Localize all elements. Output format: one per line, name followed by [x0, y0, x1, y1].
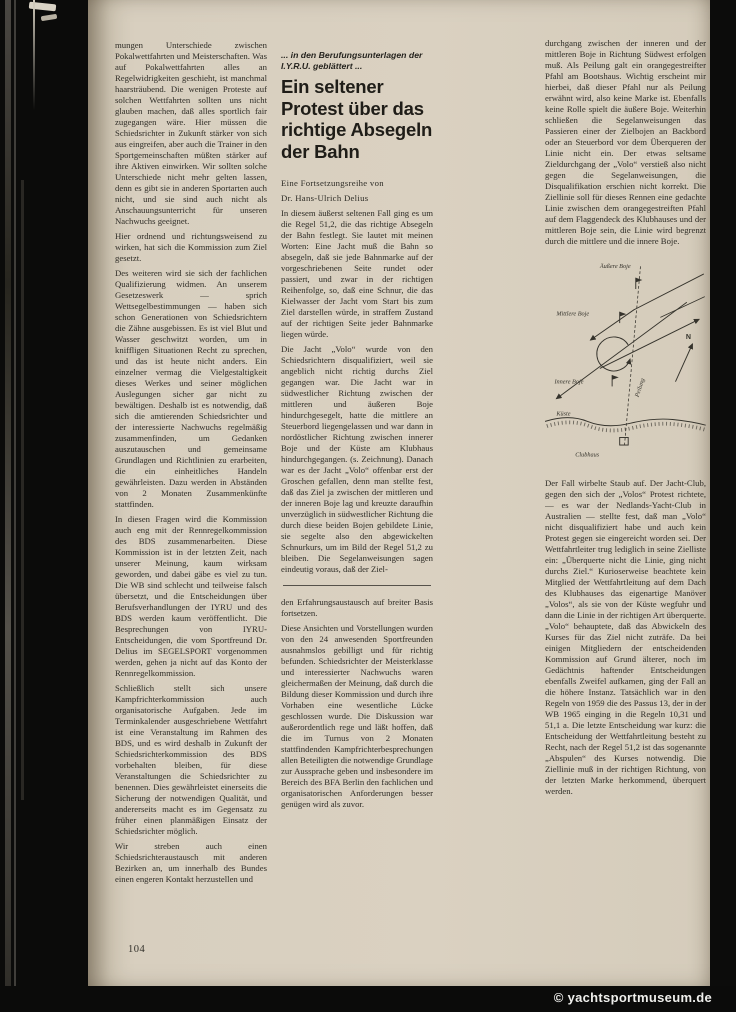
body-paragraph: mungen Unterschiede zwischen Pokalwettfahrten und Meisterschaften. Was auf Pokalwettfahrten alles an Regelwidrigkeiten geschieht, ist manchmal haarsträubend. Die wenigen Proteste auf solchen Wettfahrten sollten uns nicht glauben machen, daß alles sportlich fair zugegangen wäre. Hier müssen die Schiedsrichter in Zukunft stärker von sich aus eingreifen, aber auch die Trainer in den Sportgemeinschaften müßten stärker auf ihre Aktiven einwirken. Wir sollten solche Unterschiede nicht mehr gelten lassen, denn es gibt sie in anderen Sportarten auch nicht, und sie sind auch nicht als Anschauungsunterricht für unseren Nachwuchs geeignet. — [115, 40, 267, 226]
body-paragraph: In diesen Fragen wird die Kommission auch eng mit der Rennregelkommission des BDS zusammenarbeiten. Diese Kommission ist in der letzten Zeit, nach unserer Meinung, kaum wirksam geworden, und dabei gäbe es viel zu tun. Die WB sind schlecht und teilweise falsch übersetzt, und die Entscheidungen über Berufsverhandlungen der IYRU und des BDS werden kaum veröffentlicht. Die Besprechungen von IYRU-Entscheidungen, die vom Sportfreund Dr. Delius im SEGELSPORT vorgenommen werden, gehen ja nicht auf das Konto der Rennregelkommission. — [115, 514, 267, 678]
diagram-label-bearing: Peilung — [633, 377, 647, 399]
scan-binding-left — [0, 0, 88, 1012]
article-kicker: ... in den Berufungsunterlagen der I.Y.R.U. geblättert ... — [281, 50, 423, 71]
watermark: © yachtsportmuseum.de — [553, 990, 712, 1005]
bearing-line — [624, 266, 640, 446]
body-paragraph: Hier ordnend und richtungsweisend zu wirken, hat sich die Kommission zum Ziel gesetzt. — [115, 231, 267, 263]
north-arrow — [675, 333, 692, 382]
coast-line — [545, 418, 706, 431]
paper-edge-mark — [41, 14, 58, 21]
body-paragraph: Des weiteren wird sie sich der fachlichen Qualifizierung widmen. An unserem Gesetzeswerk — sprich Wettsegelbestimmungen — haben sich schon Generationen von Schiedsrichtern die Zähne ausgebissen. Es ist viel Blut und Wasser geschwitzt worden, um in kniffligen Situationen Recht zu sprechen, und das ist heute nicht anders. Ein einzelner vermag die Vielgestaltigkeit dieses Werkes und seiner möglichen Auslegungen sicher gar nicht zu bewältigen. Deshalb ist es notwendig, daß sich die amtierenden Schiedsrichter und der interessierte Nachwuchs regelmäßig zusammenfinden, um Gedanken auszutauschen und gemeinsame Grundlagen und Richtlinien zu erarbeiten, die ein einheitliches Handeln gewährleisten. Dazu werden in Abständen von 2 Monaten Zusammenkünfte stattfinden. — [115, 268, 267, 509]
body-paragraph: Wir streben auch einen Schiedsrichteraustausch mit anderen Bezirken an, um innerhalb des Bundes einen engeren Kontakt herzustellen und — [115, 841, 267, 884]
text-column-left — [115, 40, 267, 940]
column-divider-rule — [283, 585, 431, 586]
body-paragraph: Der Fall wirbelte Staub auf. Der Jacht-Club, gegen den sich der „Volos“ Protest richtete, — es war der Nedlands-Yacht-Club in Australien — stellte fest, daß man „Volo“ nicht disqualifiziert habe und auch kein Protest gegen sie eingereicht worden sei. Der Wettfahrtleiter trug lediglich in seine Zielliste ein: „Überquerte nicht die Linie, ging nicht durchs Ziel.“ Kurioserweise beachtete kein Mitglied der Wettfahrtleitung auf dem Dach des Klubhauses das eigenartige Manöver „Volos“, als sie von der Küste wegfuhr und dann die Linie in der richtigen Art überquerte. „Volo“ behauptete, daß das Abwickeln des Kurses für das Ziel nicht zuträfe. Da bei einigen Mitgliedern der entscheidenden Kommission auf Grund älterer, noch im Gedächtnis haftender Entscheidungen ebenfalls Zweifel aufkamen, ging der Fall an die höhere Instanz. Tatsächlich war in den Regeln von 1959 die des Passus 13, der in der WB 1965 einging in die Regeln 10,31 und 51,1 a. Die letzte Entscheidung war kurz: die Entscheidung der Wettfahrtleitung besteht zu Recht, nach der Regel 51,2 ist das sogenannte „Abspulen“ des Kurses notwendig. Die Ziellinie muß in der richtigen Richtung, von der letzten Marke herkommend, überquert werden. — [545, 478, 706, 796]
diagram-label-middle-buoy: Mittlere Boje — [556, 310, 590, 318]
binding-streak — [14, 0, 16, 1012]
body-paragraph: den Erfahrungsaustausch auf breiter Basis fortsetzen. — [281, 597, 433, 618]
clubhouse-icon — [620, 437, 629, 445]
text-column-middle — [281, 50, 433, 942]
body-paragraph: durchgang zwischen der inneren und der mittleren Boje in Richtung Südwest erfolgen muß. Als Peilung galt ein orangegestreifter Pfahl am Bootshaus. Wichtig erscheint mir hierbei, daß dieser Pfahl nur als Peilung erwähnt wird, also keine Marke ist. Ebenfalls keine Rolle spielt die äußere Boje. Weiterhin schließen die Segelanweisungen das Passieren einer der Zielbojen an Backbord oder an Steuerbord vor dem Überqueren der Linie nicht ein. Der etwas seltsame Zieldurchgang der „Volo“ verstieß also nicht gegen die Segelanweisungen, die Disqualifikation erschien nicht korrekt. Die Ziellinie soll für dieses Rennen eine gedachte Linie zwischen dem orangegestreiften Pfahl auf dem Flaggendeck des Klubhauses und der mittleren Boje sein, die Linie wird begrenzt durch die mittlere und die innere Boje. — [545, 38, 706, 246]
magazine-page — [88, 0, 710, 986]
diagram-label-outer-buoy: Äußere Boje — [599, 263, 631, 271]
body-paragraph: Diese Ansichten und Vorstellungen wurden von den 24 anwesenden Sportfreunden ausnahmslos gebilligt und für richtig befunden. Schiedsrichter der Meisterklasse und interessierter Nachwuchs waren gleichermaßen der Meinung, daß durch die Bildung dieser Kommission und durch ihre Vorhaben eine wesentliche Lücke geschlossen wurde. Die Diskussion war außerordentlich rege und läßt hoffen, daß die im Turnus von 2 Monaten stattfindenden Kampfrichterbesprechungen allen Beteiligten die notwendige Grundlage zur Aussprache geben und insbesondere im Bereich des BFA Berlin den fachlichen und organisatorischen Anforderungen besser genügen wird als zuvor. — [281, 623, 433, 809]
binding-streak — [21, 180, 24, 800]
diagram-label-inner-buoy: Innere Boje — [554, 378, 584, 386]
article-byline-line2: Dr. Hans-Ulrich Delius — [281, 193, 369, 203]
binding-streak — [5, 0, 11, 1012]
course-diagram — [545, 255, 706, 468]
scan-edge-right — [710, 0, 736, 1012]
course-diagram-svg — [545, 255, 706, 463]
diagram-label-clubhouse: Clubhaus — [575, 451, 600, 459]
article-byline-line1: Eine Fortsetzungsreihe von — [281, 178, 384, 188]
diagram-label-north: N — [685, 333, 691, 342]
inner-buoy-icon — [612, 375, 619, 386]
body-paragraph: Schließlich stellt sich unsere Kampfrichterkommission auch organisatorische Aufgaben. Jede im Terminkalender ausgeschriebene Wettfahrt ist eine Veranstaltung im Rahmen des BDS, und es wird deshalb in Zukunft der Schiedsrichterkommission des BDS vorbehalten bleiben, für diese Veranstaltungen die Schiedsrichter zu benennen. Dies gewährleistet einerseits die Sicherung der notwendigen Qualität, und andererseits macht es im Gegensatz zu früher einen planmäßigen Einsatz der Schiedsrichter möglich. — [115, 683, 267, 836]
text-column-right — [545, 38, 706, 944]
paper-edge-mark — [33, 0, 35, 110]
diagram-label-coast: Küste — [556, 410, 571, 418]
body-paragraph: Die Jacht „Volo“ wurde von den Schiedsrichtern disqualifiziert, weil sie angeblich nicht richtig durchs Ziel gegangen war. Die Jacht war in südwestlicher Richtung zwischen der mittleren und äußeren Boje hindurchgesegelt, hatte die mittlere an Steuerbord liegengelassen und war dann in nordöstlicher Richtung zwischen innerer Boje und der Küste am Klubhaus hindurchgegangen. (s. Zeichnung). Danach war es der Jacht „Volo“ offenbar erst der Groschen gefallen, denn man stellte fest, daß das Ziel ja zwischen der mittleren und der inneren Boje lag und kreuzte daraufhin unverzüglich in südwestlicher Richtung die durch diese beiden Bojen gebildete Linie, sie segelte also den abgewickelten Schnurkurs, um im Bild der Regel 51,2 zu bleiben. Die Segelanweisungen sagen eindeutig voraus, daß der Ziel- — [281, 344, 433, 574]
scan-strip-bottom — [0, 986, 736, 1012]
body-paragraph: In diesem äußerst seltenen Fall ging es um die Regel 51,2, die das richtige Absegeln der Bahn festlegt. Sie lautet mit meinen Worten: Eine Jacht muß die Bahn so absegeln, daß sie jede Bahnmarke auf der vorgeschriebenen Seite rundet oder passiert, und zwar in der richtigen Reihenfolge, so, daß eine Schnur, die das Kielwasser der Jacht vom Start bis zum Ziel darstellen würde, in straffem Zustand auf der richtigen Seite jeder Bahnmarke liegen würde. — [281, 208, 433, 339]
article-title: Ein seltener Protest über das richtige Absegeln der Bahn — [281, 76, 433, 162]
page-number: 104 — [128, 944, 146, 955]
